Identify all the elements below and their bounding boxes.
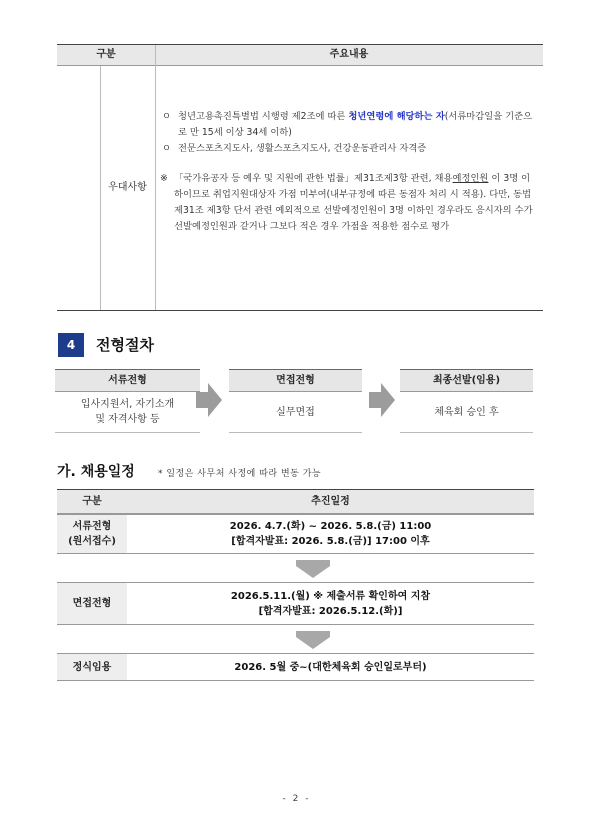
stage-detail: 입사지원서, 자기소개 및 자격사항 등 [55, 392, 200, 433]
schedule-row-label: 면접전형 [57, 582, 127, 625]
process-stage-final [400, 369, 533, 433]
stage-title: 최종선발(임용) [400, 369, 533, 392]
schedule-row-content: 2026. 5월 중~(대한체육회 승인일로부터) [127, 653, 534, 681]
stage-detail: 실무면접 [229, 392, 362, 433]
schedule-note: * 일정은 사무처 사정에 따라 변동 가능 [158, 469, 322, 479]
page-number: - 2 - [282, 794, 311, 804]
list-item: ㅇ 청년고용촉진특별법 시행령 제2조에 따른 청년연령에 해당하는 자(서류마감일을 기준으로 만 15세 이상 34세 이하) [162, 111, 533, 138]
table-divider [155, 45, 156, 310]
qualification-table-bottom-rule [57, 310, 543, 311]
bullet-marker: ㅇ [162, 143, 171, 154]
stage-detail: 체육회 승인 후 [400, 392, 533, 433]
schedule-row-content: 2026.5.11.(월) ※ 제출서류 확인하여 지참 [합격자발표: 2026.5.12.(화)] [127, 582, 534, 625]
veterans-note: ※ 「국가유공자 등 예우 및 지원에 관한 법률」제31조제3항 관련, 채용예정인원 이 3명 이하이므로 취업지원대상자 가점 미부여(내부규정에 따른 동점자 처리 시 적용). 다만, 동법 제31조 제3항 단서 관련 예외적으로 선발예정인원이 3명 이하인 경우라도 응시자의 수가 선발예정인원과 같거나 그보다 적은 경우 가점을 적용한 점수로 평가 [160, 173, 533, 232]
bullet-marker: ㅇ [162, 111, 171, 122]
section-title: 전형절차 [96, 336, 154, 354]
list-item: ㅇ 전문스포츠지도사, 생활스포츠지도사, 건강운동관리사 자격증 [160, 141, 538, 157]
preference-label: 우대사항 [108, 182, 147, 193]
schedule-row-label: 서류전형 (원서접수) [57, 514, 127, 554]
note-marker: ※ [160, 173, 168, 184]
stage-title: 서류전형 [55, 369, 200, 392]
schedule-header-content: 추진일정 [311, 496, 350, 507]
process-stage-interview [229, 369, 362, 433]
schedule-row-label: 정식임용 [57, 653, 127, 681]
schedule-title: 가. 채용일정 [57, 464, 135, 480]
section-number: 4 [58, 333, 84, 357]
schedule-row-content: 2026. 4.7.(화) ~ 2026. 5.8.(금) 11:00 [합격자발표: 2026. 5.8.(금)] 17:00 이후 [127, 514, 534, 554]
arrow-right-icon [196, 383, 222, 417]
arrow-right-icon [369, 383, 395, 417]
arrow-down-icon [296, 631, 330, 649]
preference-content [160, 109, 538, 235]
qualification-header-category: 구분 [96, 49, 116, 60]
youth-age-highlight: 청년연령에 해당하는 자 [348, 111, 445, 122]
arrow-down-icon [296, 560, 330, 578]
schedule-header-category: 구분 [82, 496, 102, 507]
stage-title: 면접전형 [229, 369, 362, 392]
qualification-header-content: 주요내용 [329, 49, 369, 60]
process-stage-document [55, 369, 200, 433]
